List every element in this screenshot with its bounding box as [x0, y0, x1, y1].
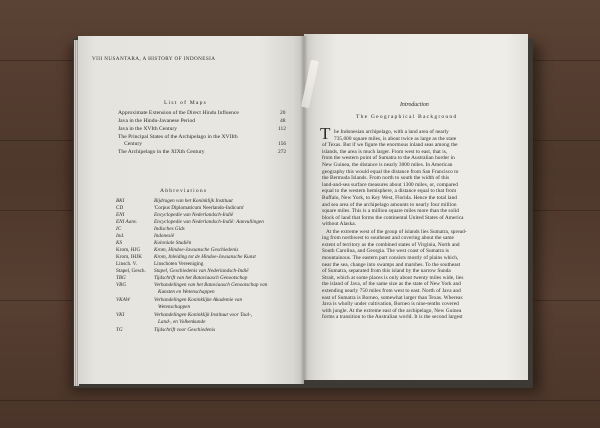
map-page: 20: [280, 110, 286, 116]
abbr-def: Verhandelingen Koninklijke Akademie van: [154, 297, 243, 303]
body-line: New Guinea, the distance is nearly 3000 miles. In American: [322, 162, 453, 168]
abbr-code: Stapel, Gesch.: [116, 268, 146, 274]
map-page: 112: [278, 126, 286, 132]
body-line: forms a transition to the Australian world. It is the second largest: [322, 314, 463, 321]
body-line: Java is wholly under cultivation, Borneo is nine-tenths covered: [322, 301, 459, 308]
abbr-def-cont: Land-, en Volkenkunde: [158, 319, 206, 325]
maps-heading: List of Maps: [164, 100, 207, 106]
body-line: land-and-sea surface measures about 1300 miles, or, compared: [322, 181, 458, 188]
map-entry: Approximate Extension of the Direct Hindu Influence: [118, 110, 239, 116]
drop-cap: T: [320, 124, 331, 143]
abbr-def: Encyclopedie van Nederlandsch-Indië: [154, 212, 234, 218]
body-line: equal to the western hemisphere, a distance equal to that from: [322, 188, 457, 195]
body-line: extent of territory as the combined states of Virginia, North and: [322, 241, 460, 248]
body-line: of Sumatra, separated from this island by the narrow Sunda: [322, 268, 451, 275]
body-line: block of land that forms the continental United States of America: [322, 214, 464, 221]
abbr-code: Linsch. V.: [116, 261, 137, 267]
map-page: 48: [280, 118, 286, 124]
abbr-code: Krom, IHJK: [116, 254, 142, 260]
abbr-code: ENI Aanv.: [116, 219, 138, 225]
abbr-code: CD: [116, 205, 124, 211]
body-line: square miles. This is a million square miles more than the solid: [322, 208, 459, 215]
body-line: and sea area of the archipelago amounts to nearly four million: [322, 201, 457, 208]
body-line: Buffalo, New York, to Key West, Florida. Hence the total land: [322, 195, 457, 201]
body-line: extending nearly 750 miles from west to east. North of Java and: [322, 288, 461, 294]
abbr-def: Verhandelingen van het Bataviaasch Genootschap van: [154, 282, 268, 288]
map-entry-cont: Century: [124, 141, 143, 147]
abbr-code: BKI: [116, 198, 125, 204]
right-page: [304, 34, 528, 380]
abbr-def: Verhandelingen Koninklijk Instituut voor Taal-,: [154, 312, 253, 318]
abbr-def: Krom, Inleiding tot de Hindoe-Javaansche Kunst: [154, 254, 256, 260]
abbr-def: Encyclopedie van Nederlandsch-Indië: Aanvullingen: [154, 219, 264, 225]
abbr-code: TBG: [116, 275, 126, 281]
body-line: At the extreme west of the group of islands lies Sumatra, spread-: [326, 228, 467, 235]
abbr-code: VBG: [116, 282, 127, 288]
body-line: the island of Java, of the same size as the state of New York and: [322, 281, 461, 288]
body-line: South Carolina, and Georgia. The west coast of Sumatra is: [322, 248, 449, 255]
map-entry: The Archipelago in the XIXth Century: [118, 149, 205, 155]
abbr-code: Ind.: [116, 233, 125, 239]
abbr-code: Krom, HJG: [116, 247, 141, 253]
body-line: from the western point of Sumatra to the Australian border in: [322, 155, 455, 162]
body-line: ing from northwest to southeast and covering about the same: [322, 235, 454, 242]
body-line: mountainous. The eastern part consists mostly of plains which,: [322, 255, 459, 261]
abbr-code: ENI: [116, 212, 125, 218]
abbr-def: Stapel, Geschiedenis van Nederlandsch-Indië: [154, 268, 249, 274]
abbr-def-cont: Wetenschappen: [158, 304, 191, 310]
abbr-def: Tijdschrift voor Geschiedenis: [154, 327, 216, 333]
map-page: 156: [278, 141, 287, 147]
body-line: without Alaska.: [322, 221, 357, 228]
intro-label: Introduction: [400, 102, 429, 108]
body-line: the Bermuda Islands. From north to south the width of this: [322, 175, 450, 182]
body-line: geography this would equal the distance from San Francisco to: [322, 168, 459, 175]
body-line: of Texas. But if we figure the enormous inland seas among the: [322, 142, 458, 149]
body-line: east of Sumatra is Borneo, somewhat larger than Texas. Whereas: [322, 294, 463, 301]
map-entry: Java in the XVIth Century: [118, 126, 178, 132]
body-line: islands, the area is much larger. From west to east, that is,: [322, 148, 448, 155]
body-line: with jungle. At the extreme east of the archipelago, New Guinea: [322, 307, 462, 314]
abbr-code: VKAW: [116, 297, 130, 303]
map-page: 272: [278, 149, 287, 155]
abbr-def: Indisches Gids: [154, 226, 185, 232]
map-entry: Java in the Hindu-Javanese Period: [118, 118, 196, 124]
abbr-def: Bijdragen van het Koninklijk Instituut: [154, 198, 233, 204]
abbr-def: 'Corpus Diplomaticum Neerlando-Indicum': [154, 205, 245, 211]
body-line: he Indonesian archipelago, with a land area of nearly: [334, 129, 449, 135]
abbr-def: Indonesië: [154, 233, 175, 239]
left-page: [78, 36, 304, 384]
abbr-def: Koloniale Studiën: [154, 240, 192, 246]
body-line: near the sea, change into swamps and marshes. To the southeast: [322, 261, 461, 268]
abbr-def: Linschoten Vereeniging: [154, 261, 204, 267]
abbr-code: IC: [116, 226, 122, 232]
abbr-code: KS: [116, 240, 123, 246]
map-entry: The Principal States of the Archipelago in the XVIIth: [118, 134, 238, 140]
abbreviations-heading: Abbreviations: [160, 188, 208, 194]
abbr-code: TG: [116, 327, 123, 333]
abbr-code: VKI: [116, 312, 125, 318]
section-title: The Geographical Background: [356, 114, 458, 120]
abbr-def: Tijdschrift van het Bataviaasch Genootschap: [154, 275, 248, 281]
body-line: Strait, which at some places is only about twenty miles wide, lies: [322, 274, 464, 281]
abbr-def-cont: Kunsten en Wetenschappen: [158, 289, 215, 295]
body-line: 735,000 square miles, is about twice as large as the state: [334, 135, 457, 142]
abbr-def: Krom, Hindoe-Javaansche Geschiedenis: [154, 247, 239, 253]
running-head: VIII NUSANTARA, A HISTORY OF INDONESIA: [92, 56, 216, 62]
